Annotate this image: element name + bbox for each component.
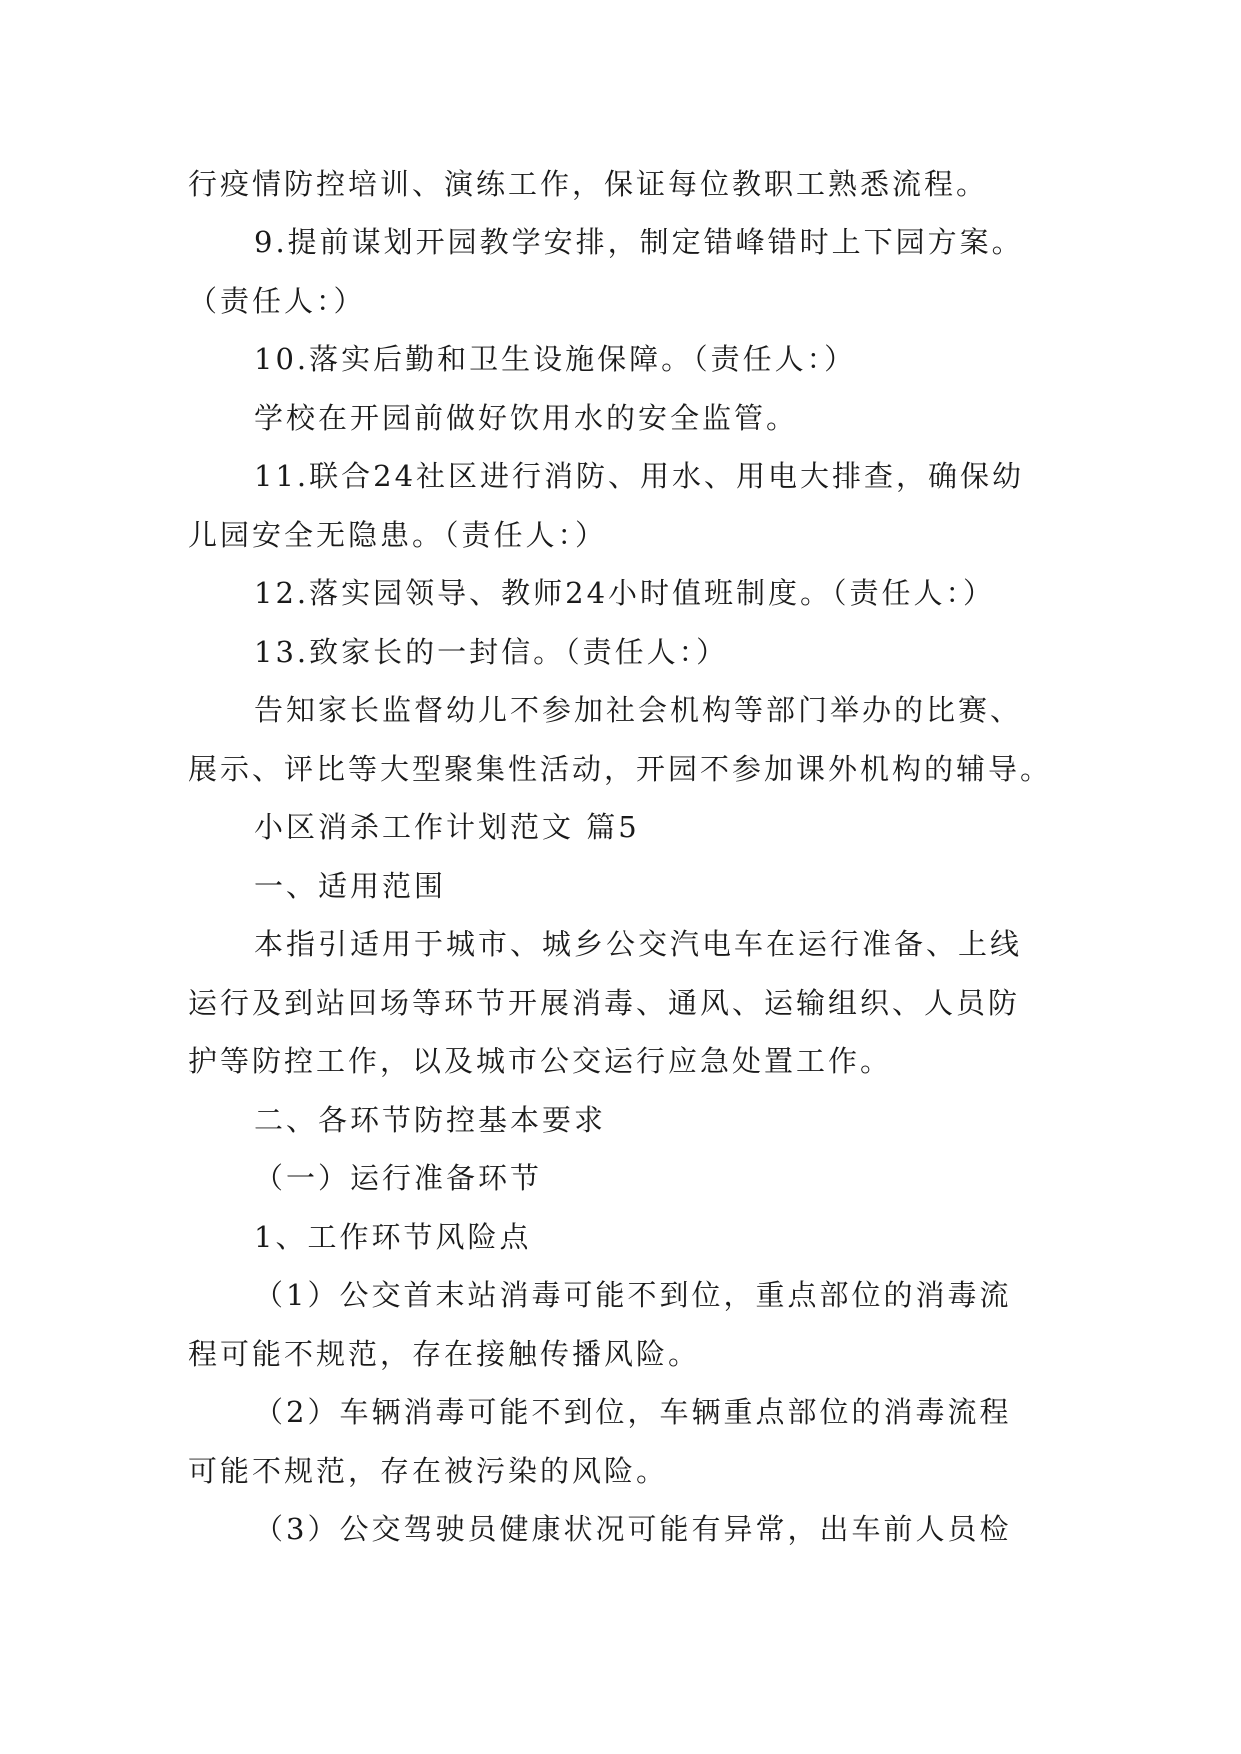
text-line: 告知家长监督幼儿不参加社会机构等部门举办的比赛、 bbox=[254, 693, 1023, 727]
text-line: 运行及到站回场等环节开展消毒、通风、运输组织、人员防 bbox=[188, 986, 1021, 1020]
text-line: （2）车辆消毒可能不到位，车辆重点部位的消毒流程 bbox=[254, 1395, 1012, 1429]
section-heading: 一、适用范围 bbox=[254, 869, 447, 903]
text-line: 程可能不规范，存在接触传播风险。 bbox=[188, 1337, 701, 1371]
text-line: 学校在开园前做好饮用水的安全监管。 bbox=[254, 401, 799, 435]
section-title: 小区消杀工作计划范文 篇5 bbox=[254, 810, 640, 844]
text-line: 护等防控工作，以及城市公交运行应急处置工作。 bbox=[188, 1044, 893, 1078]
section-heading: 二、各环节防控基本要求 bbox=[254, 1103, 607, 1137]
text-line: （1）公交首末站消毒可能不到位，重点部位的消毒流 bbox=[254, 1278, 1012, 1312]
text-line: 12.落实园领导、教师24小时值班制度。（责任人：） bbox=[254, 576, 996, 610]
subsection-heading: 1、工作环节风险点 bbox=[254, 1220, 532, 1254]
subsection-heading: （一）运行准备环节 bbox=[254, 1161, 543, 1195]
text-line: 行疫情防控培训、演练工作，保证每位教职工熟悉流程。 bbox=[188, 167, 989, 201]
text-line: 本指引适用于城市、城乡公交汽电车在运行准备、上线 bbox=[254, 927, 1023, 961]
text-line: 9.提前谋划开园教学安排，制定错峰错时上下园方案。 bbox=[254, 225, 1024, 259]
text-line: 11.联合24社区进行消防、用水、用电大排查，确保幼 bbox=[254, 459, 1025, 493]
text-line: （3）公交驾驶员健康状况可能有异常，出车前人员检 bbox=[254, 1512, 1012, 1546]
text-line: 儿园安全无隐患。（责任人：） bbox=[188, 518, 608, 552]
text-line: 13.致家长的一封信。（责任人：） bbox=[254, 635, 729, 669]
text-line: 可能不规范，存在被污染的风险。 bbox=[188, 1454, 669, 1488]
text-line: （责任人：） bbox=[188, 284, 366, 318]
text-line: 展示、评比等大型聚集性活动，开园不参加课外机构的辅导。 bbox=[188, 752, 1053, 786]
text-line: 10.落实后勤和卫生设施保障。（责任人：） bbox=[254, 342, 857, 376]
